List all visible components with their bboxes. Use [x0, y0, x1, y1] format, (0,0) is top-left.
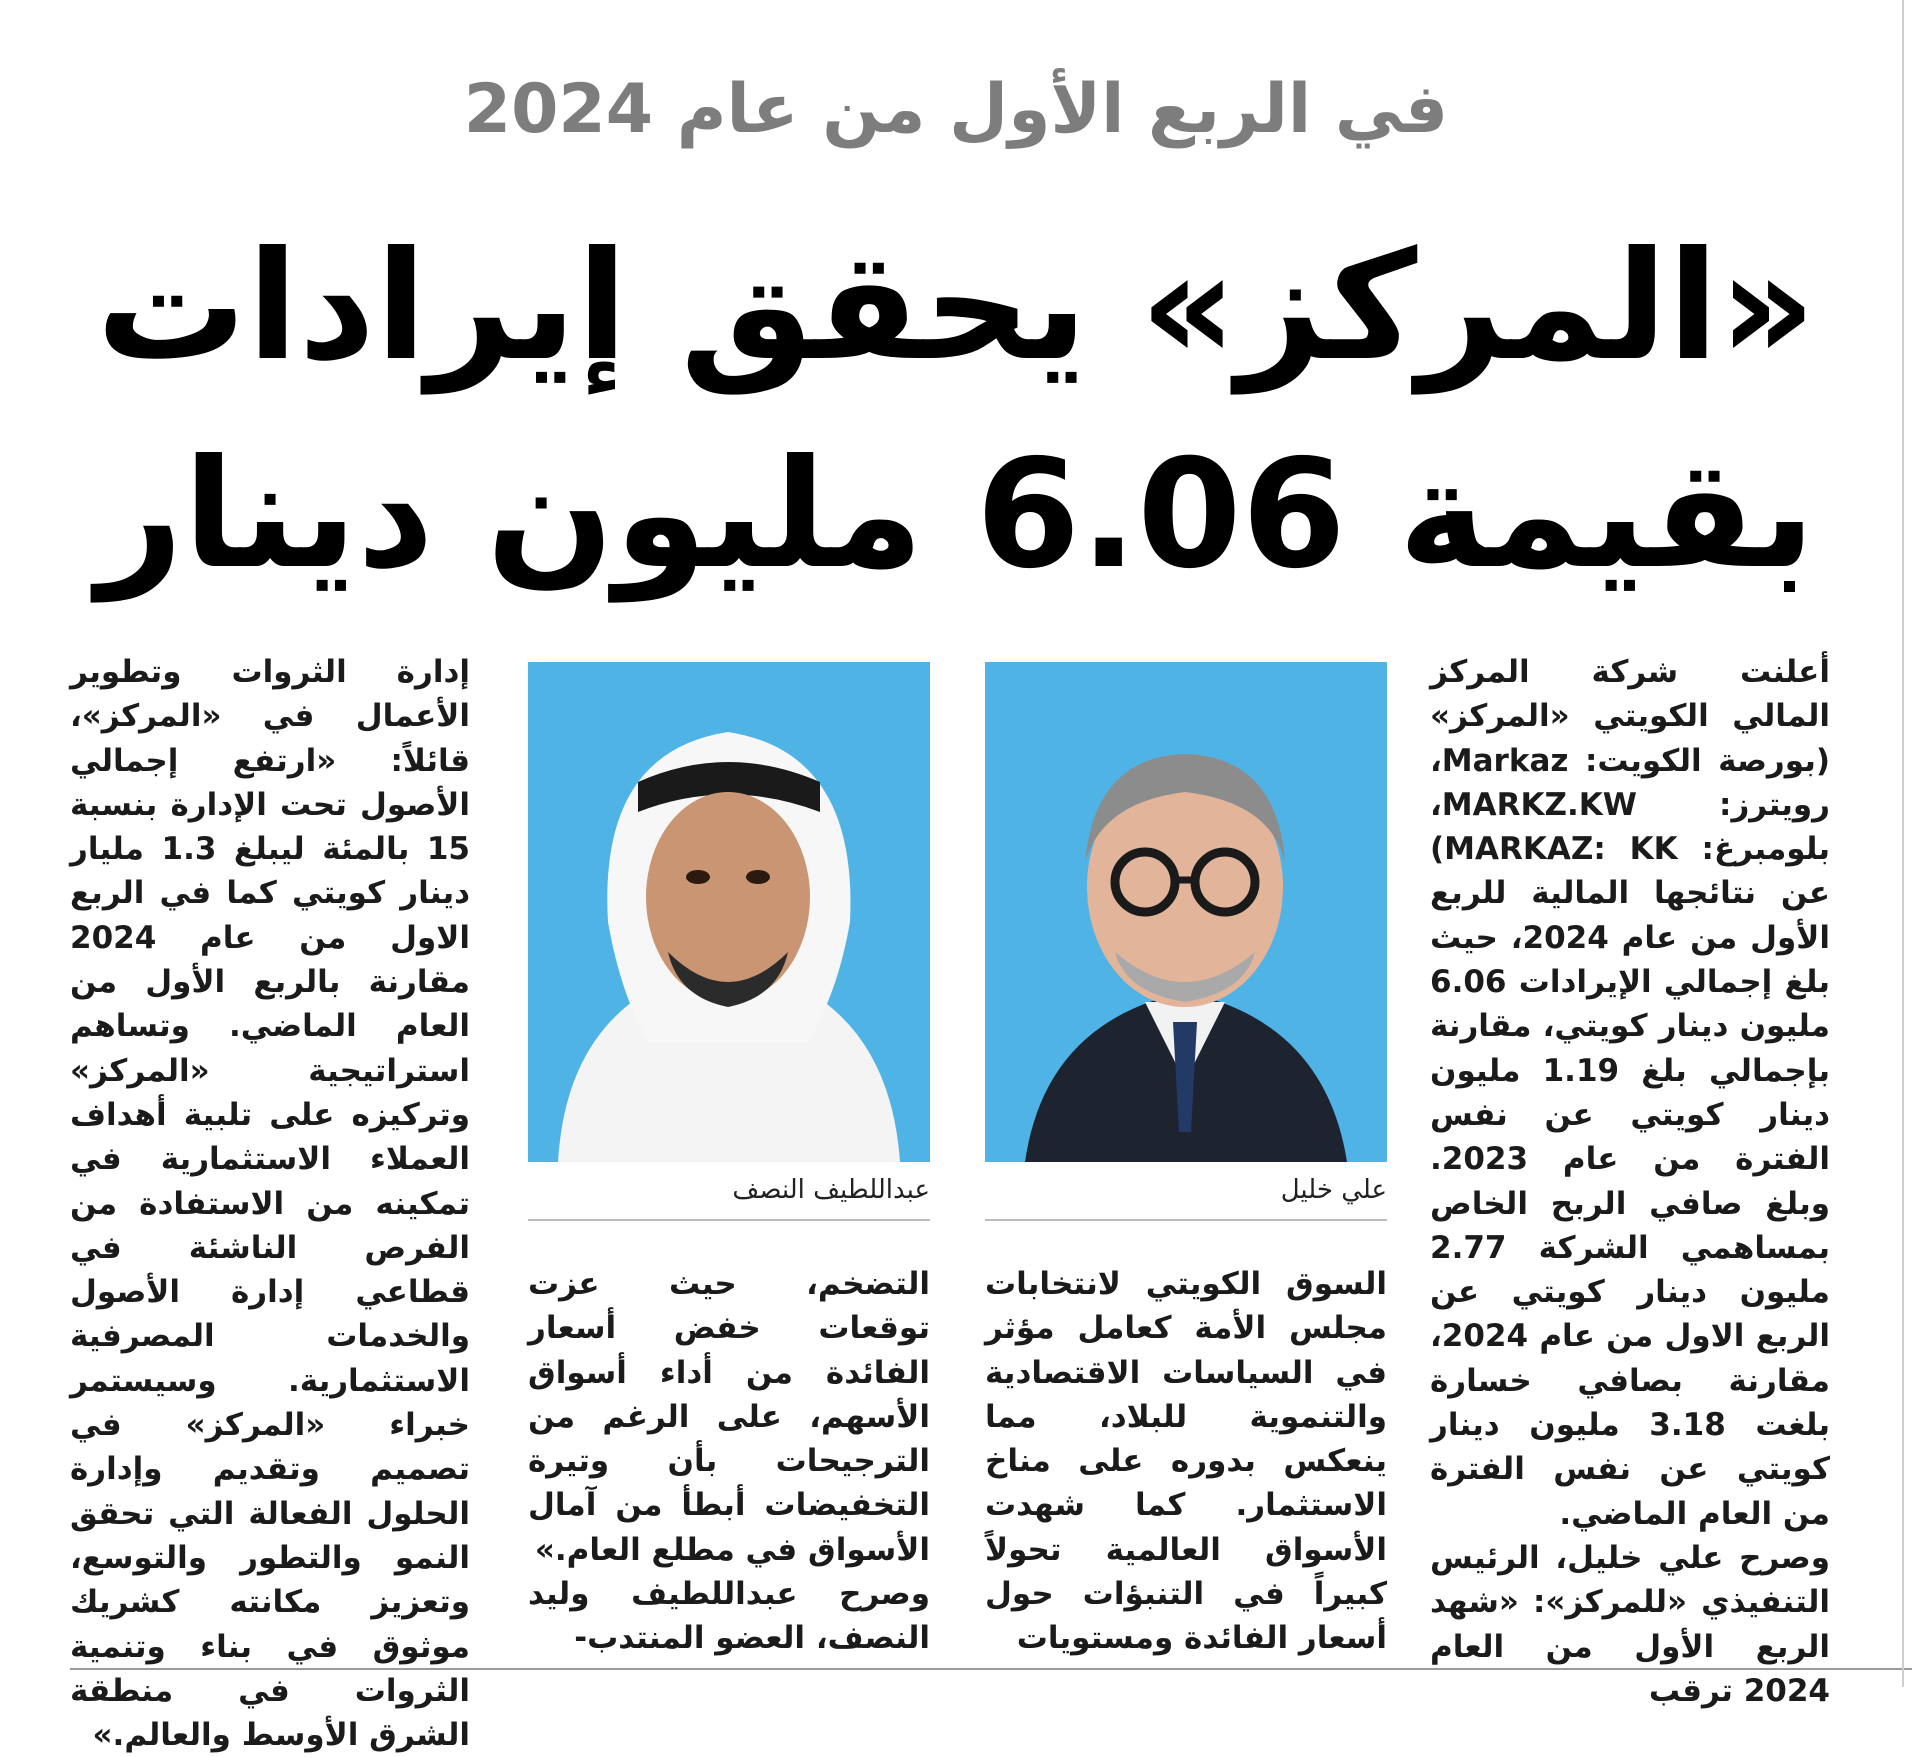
- portrait-photo-abdullatif-alnusf: [528, 662, 930, 1162]
- headline-line-2: بقيمة 6.06 مليون دينار: [96, 428, 1816, 602]
- paragraph: وصرح عبداللطيف وليد النصف، العضو المنتدب-: [528, 1576, 930, 1657]
- kicker: في الربع الأول من عام 2024: [463, 70, 1449, 149]
- article-column-3: [528, 1262, 930, 1661]
- portrait-illustration: [528, 662, 930, 1162]
- article-column-1: [1430, 650, 1830, 1713]
- article-column-4: [70, 650, 470, 1757]
- paragraph: وصرح علي خليل، الرئيس التنفيذي «للمركز»: «شهد الربع الأول من العام 2024 ترقب: [1430, 1539, 1830, 1709]
- headline-line-1: «المركز» يحقق إيرادات: [96, 220, 1816, 394]
- paragraph: التضخم، حيث عزت توقعات خفض أسعار الفائدة من أداء أسواق الأسهم، على الرغم من الترجيحات بأن وتيرة التخفيضات أبطأ من آمال الأسواق في مطلع العام.»: [528, 1266, 930, 1568]
- bottom-divider: [70, 1668, 1912, 1670]
- photo-caption-ali-khalil: علي خليل: [985, 1175, 1387, 1221]
- paragraph: إدارة الثروات وتطوير الأعمال في «المركز»، قائلاً: «ارتفع إجمالي الأصول تحت الإدارة بنسبة 15 بالمئة ليبلغ 1.3 مليار دينار كويتي كما في الربع الاول من عام 2024 مقارنة بالربع الأول من العام الماضي. وتساهم استراتيجية «المركز» وتركيزه على تلبية أهداف العملاء الاستثمارية في تمكينه من الاستفادة من الفرص الناشئة في قطاعي إدارة الأصول والخدمات المصرفية الاستثمارية. وسيستمر خبراء «المركز» في تصميم وتقديم وإدارة الحلول الفعالة التي تحقق النمو والتطور والتوسع، وتعزيز مكانته كشريك موثوق في بناء وتنمية الثروات في منطقة الشرق الأوسط والعالم.»: [70, 654, 470, 1754]
- paragraph: السوق الكويتي لانتخابات مجلس الأمة كعامل مؤثر في السياسات الاقتصادية والتنموية للبلاد، مما ينعكس بدوره على مناخ الاستثمار. كما شهدت الأسواق العالمية تحولاً كبيراً في التنبؤات حول أسعار الفائدة ومستويات: [985, 1266, 1387, 1657]
- portrait-illustration: [985, 662, 1387, 1162]
- portrait-photo-ali-khalil: [985, 662, 1387, 1162]
- article-column-2: [985, 1262, 1387, 1661]
- paragraph: أعلنت شركة المركز المالي الكويتي «المركز» (بورصة الكويت: Markaz، رويترز: MARKZ.KW، بلومبرغ: MARKAZ: KK) عن نتائجها المالية للربع الأول من عام 2024، حيث بلغ إجمالي الإيرادات 6.06 مليون دينار كويتي، مقارنة بإجمالي بلغ 1.19 مليون دينار كويتي عن نفس الفترة من عام 2023. وبلغ صافي الربح الخاص بمساهمي الشركة 2.77 مليون دينار كويتي عن الربع الاول من عام 2024، مقارنة بصافي خسارة بلغت 3.18 مليون دينار كويتي عن نفس الفترة من العام الماضي.: [1430, 654, 1831, 1532]
- photo-caption-abdullatif-alnusf: عبداللطيف النصف: [528, 1175, 930, 1221]
- page-edge-divider: [1902, 0, 1904, 1687]
